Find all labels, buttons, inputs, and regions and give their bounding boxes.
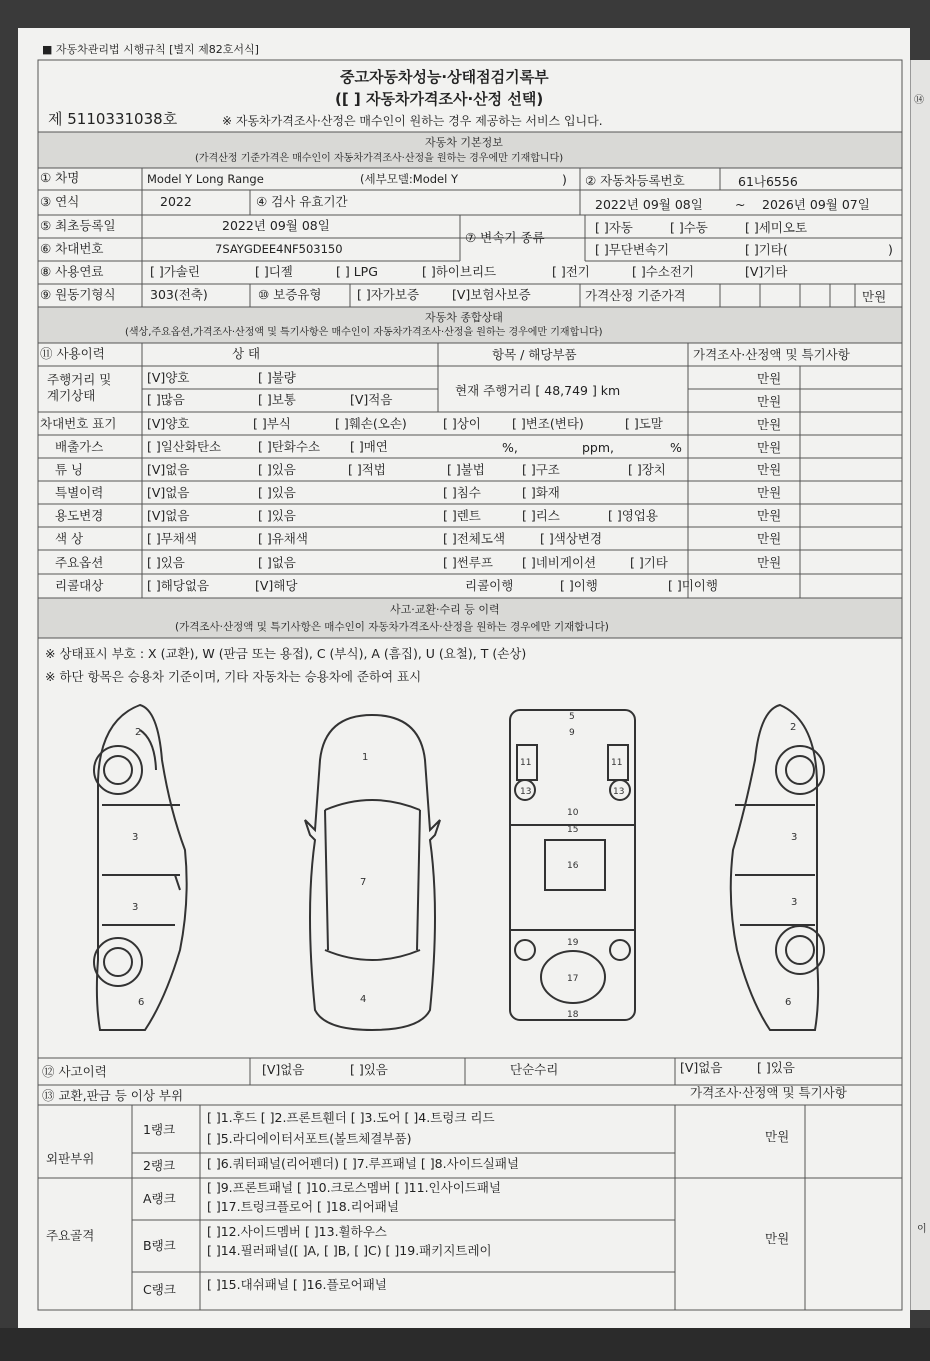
unit-manwon: 만원: [757, 485, 782, 500]
car-name-label: ① 차명: [40, 170, 80, 185]
detail-model: (세부모델:Model Y: [360, 172, 459, 186]
rank-b-line-2: [ ]14.필러패널([ ]A, [ ]B, [ ]C) [ ]19.패키지트레이: [207, 1243, 492, 1258]
parts-price-label: 가격조사·산정액 및 특기사항: [690, 1085, 847, 1100]
car-name: Model Y Long Range: [147, 172, 264, 186]
diagram-part-number: 3: [132, 902, 139, 913]
rank-b-line-1: [ ]12.사이드멤버 [ ]13.휠하우스: [207, 1224, 387, 1239]
diagram-part-number: 11: [520, 758, 532, 768]
col-status: 상 태: [232, 346, 261, 361]
recall-status: 리콜이행: [465, 578, 514, 593]
frame-diagram: [505, 705, 640, 1025]
mileage-few: [V]적음: [350, 392, 393, 407]
service-notice: ※ 자동차가격조사·산정은 매수인이 원하는 경우 제공하는 서비스 입니다.: [222, 114, 603, 128]
outer-panel-label: 외판부위: [46, 1151, 95, 1166]
unit-manwon: 만원: [757, 508, 782, 523]
diagram-part-number: 13: [520, 787, 532, 797]
rank-c-line-1: [ ]15.대쉬패널 [ ]16.플로어패널: [207, 1277, 387, 1292]
rank-c: C랭크: [143, 1282, 176, 1297]
color-chromatic: [ ]유채색: [258, 531, 308, 546]
unit-manwon: 만원: [757, 394, 782, 409]
accident-section-title: 사고·교환·수리 등 이력: [390, 603, 500, 616]
unit-manwon: 만원: [757, 531, 782, 546]
overall-section-title: 자동차 종합상태: [425, 311, 503, 324]
side-marker-2: 이: [917, 1224, 927, 1235]
first-reg: 2022년 09월 08일: [222, 218, 330, 233]
rank-a-line-1: [ ]9.프론트패널 [ ]10.크로스멤버 [ ]11.인사이드패널: [207, 1180, 502, 1195]
diagram-part-number: 18: [567, 1010, 579, 1020]
tuning-structure: [ ]구조: [522, 462, 560, 477]
accident-section-note: (가격조사·산정액 및 특기사항은 매수인이 자동차가격조사·산정을 원하는 경우에만 기재합니다): [175, 621, 609, 633]
first-reg-label: ⑤ 최초등록일: [40, 218, 116, 233]
diagram-part-number: 2: [135, 727, 142, 738]
purpose-none: [V]없음: [147, 508, 190, 523]
col-price: 가격조사·산정액 및 특기사항: [693, 347, 850, 362]
frame-price-unit: 만원: [765, 1231, 790, 1246]
engine-label: ⑨ 원동기형식: [40, 287, 116, 302]
vin-mark-opt: [ ]상이: [443, 416, 481, 431]
trans-auto: [ ]자동: [595, 220, 633, 235]
purpose-yes: [ ]있음: [258, 508, 296, 523]
detail-model-close: ): [562, 172, 567, 187]
rank-a-line-2: [ ]17.트렁크플로어 [ ]18.리어패널: [207, 1199, 399, 1214]
mileage-good: [V]양호: [147, 370, 190, 385]
purpose-rent: [ ]렌트: [443, 508, 481, 523]
left-side-car-diagram: [80, 700, 190, 1035]
option-sunroof: [ ]썬루프: [443, 555, 493, 570]
diagram-part-number: 6: [138, 997, 145, 1008]
mileage-value: 현재 주행거리 [ 48,749 ] km: [455, 383, 621, 398]
unit-manwon: 만원: [757, 440, 782, 455]
trans-cvt: [ ]무단변속기: [595, 242, 670, 257]
emission-opt: [ ]탄화수소: [258, 439, 321, 454]
rank-2-line-1: [ ]6.쿼터패널(리어펜더) [ ]7.루프패널 [ ]8.사이드실패널: [207, 1156, 520, 1171]
diagram-part-number: 5: [569, 712, 575, 722]
diagram-part-number: 1: [362, 752, 369, 763]
emission-unit: %,: [502, 440, 518, 455]
inspection-to: 2026년 09월 07일: [762, 197, 870, 212]
color-full-paint: [ ]전체도색: [443, 531, 506, 546]
price-base-unit: 만원: [862, 289, 887, 304]
simple-repair-label: 단순수리: [510, 1062, 559, 1077]
vin: 7SAYGDEE4NF503150: [215, 242, 343, 256]
mileage-label-2: 계기상태: [47, 388, 96, 403]
vin-mark-opt: [V]양호: [147, 416, 190, 431]
side-marker: ⑭: [914, 95, 924, 106]
status-legend: ※ 상태표시 부호 : X (교환), W (판금 또는 용접), C (부식), A (흠집), U (요철), T (손상): [45, 646, 527, 661]
right-side-car-diagram: [725, 700, 840, 1035]
year-label: ③ 연식: [40, 194, 80, 209]
warranty-insurance: [V]보험사보증: [452, 287, 531, 302]
color-achromatic: [ ]무채색: [147, 531, 197, 546]
unit-manwon: 만원: [757, 417, 782, 432]
basic-section-title: 자동차 기본정보: [425, 136, 503, 149]
diagram-part-number: 10: [567, 808, 579, 818]
recall-yes: [V]해당: [255, 578, 298, 593]
tuning-legal: [ ]적법: [348, 462, 386, 477]
purpose-business: [ ]영업용: [608, 508, 658, 523]
rank-1-line-2: [ ]5.라디에이터서포트(볼트체결부품): [207, 1131, 412, 1146]
special-yes: [ ]있음: [258, 485, 296, 500]
diagram-part-number: 4: [360, 994, 367, 1005]
diagram-part-number: 19: [567, 938, 579, 948]
reg-no: 61나6556: [738, 174, 798, 189]
mileage-normal: [ ]보통: [258, 392, 296, 407]
col-usage: ⑪ 사용이력: [40, 346, 105, 361]
outer-price-unit: 만원: [765, 1129, 790, 1144]
vin-mark-label: 차대번호 표기: [40, 416, 117, 431]
rank-b: B랭크: [143, 1238, 176, 1253]
warranty-label: ⑩ 보증유형: [258, 287, 322, 302]
simple-repair-yes: [ ]있음: [757, 1060, 795, 1075]
fuel-option: [ ] LPG: [336, 264, 378, 279]
inspection-tilde: ~: [735, 197, 746, 212]
diagram-part-number: 16: [567, 861, 579, 871]
mileage-label: 주행거리 및: [47, 372, 112, 387]
fuel-option: [ ]수소전기: [632, 264, 695, 279]
recall-done: [ ]이행: [560, 578, 598, 593]
mileage-many: [ ]많음: [147, 392, 185, 407]
parts-label: ⑬ 교환,판금 등 이상 부위: [42, 1088, 184, 1103]
form-title: 중고자동차성능·상태점검기록부: [340, 68, 549, 86]
special-flood: [ ]침수: [443, 485, 481, 500]
fuel-option: [ ]전기: [552, 264, 590, 279]
tuning-none: [V]없음: [147, 462, 190, 477]
price-base-label: 가격산정 기준가격: [585, 288, 686, 303]
diagram-part-number: 9: [569, 728, 575, 738]
unit-manwon: 만원: [757, 555, 782, 570]
accident-yes: [ ]있음: [350, 1062, 388, 1077]
top-view-car-diagram: [300, 710, 445, 1035]
unit-manwon: 만원: [757, 462, 782, 477]
fuel-label: ⑧ 사용연료: [40, 264, 104, 279]
vin-mark-opt: [ ]도말: [625, 416, 663, 431]
diagram-part-number: 7: [360, 877, 367, 888]
special-label: 특별이력: [55, 485, 104, 500]
overall-section-note: (색상,주요옵션,가격조사·산정액 및 특기사항은 매수인이 자동차가격조사·산정을 원하는 경우에만 기재합니다): [125, 327, 603, 338]
vin-mark-opt: [ ]변조(변타): [512, 416, 584, 431]
tuning-yes: [ ]있음: [258, 462, 296, 477]
diagram-part-number: 11: [611, 758, 623, 768]
simple-repair-none: [V]없음: [680, 1060, 723, 1075]
option-no: [ ]없음: [258, 555, 296, 570]
rank-1-line-1: [ ]1.후드 [ ]2.프론트휀더 [ ]3.도어 [ ]4.트렁크 리드: [207, 1110, 495, 1125]
special-fire: [ ]화재: [522, 485, 560, 500]
emission-unit: ppm,: [582, 440, 615, 455]
inspection-from: 2022년 09월 08일: [595, 197, 703, 212]
option-navigation: [ ]네비게이션: [522, 555, 597, 570]
vin-label: ⑥ 차대번호: [40, 241, 104, 256]
trans-semi: [ ]세미오토: [745, 220, 808, 235]
warranty-self: [ ]자가보증: [357, 287, 420, 302]
basic-section-note: (가격산정 기준가격은 매수인이 자동차가격조사·산정을 원하는 경우에만 기재합니다): [195, 153, 564, 164]
color-label: 색 상: [55, 531, 84, 546]
diagram-part-number: 3: [132, 832, 139, 843]
col-item: 항목 / 해당부품: [492, 347, 577, 362]
engine-type: 303(전축): [150, 287, 208, 302]
tuning-device: [ ]장치: [628, 462, 666, 477]
trans-etc: [ ]기타(: [745, 242, 788, 257]
rank-2: 2랭크: [143, 1158, 176, 1173]
transmission-label: ⑦ 변속기 종류: [465, 230, 545, 245]
inspection-label: ④ 검사 유효기간: [256, 194, 348, 209]
rank-a: A랭크: [143, 1191, 176, 1206]
diagram-part-number: 6: [785, 997, 792, 1008]
option-yes: [ ]있음: [147, 555, 185, 570]
mileage-bad: [ ]불량: [258, 370, 296, 385]
option-label: 주요옵션: [55, 555, 104, 570]
vin-mark-opt: [ ]부식: [253, 416, 291, 431]
emission-opt: [ ]매연: [350, 439, 388, 454]
vin-mark-opt: [ ]훼손(오손): [335, 416, 407, 431]
status-legend-2: ※ 하단 항목은 승용차 기준이며, 기타 자동차는 승용차에 준하여 표시: [45, 669, 422, 684]
purpose-label: 용도변경: [55, 508, 104, 523]
document-number: 제 5110331038호: [48, 110, 178, 128]
color-change: [ ]색상변경: [540, 531, 603, 546]
diagram-part-number: 15: [567, 825, 579, 835]
emission-label: 배출가스: [55, 439, 104, 454]
special-none: [V]없음: [147, 485, 190, 500]
year: 2022: [160, 194, 192, 209]
emission-opt: [ ]일산화탄소: [147, 439, 222, 454]
diagram-part-number: 2: [790, 722, 797, 733]
diagram-part-number: 13: [613, 787, 625, 797]
form-subtitle: ([ ] 자동차가격조사·산정 선택): [335, 90, 544, 108]
frame-label: 주요골격: [46, 1228, 95, 1243]
fuel-option: [ ]가솔린: [150, 264, 200, 279]
diagram-part-number: 17: [567, 974, 579, 984]
recall-na: [ ]해당없음: [147, 578, 210, 593]
rank-1: 1랭크: [143, 1122, 176, 1137]
purpose-lease: [ ]리스: [522, 508, 560, 523]
fuel-option: [ ]하이브리드: [422, 264, 497, 279]
accident-history-label: ⑫ 사고이력: [42, 1064, 107, 1079]
trans-etc-close: ): [888, 242, 893, 257]
emission-unit: %: [670, 440, 682, 455]
fuel-option: [V]기타: [745, 264, 788, 279]
recall-not-done: [ ]미이행: [668, 578, 718, 593]
unit-manwon: 만원: [757, 371, 782, 386]
trans-manual: [ ]수동: [670, 220, 708, 235]
accident-none: [V]없음: [262, 1062, 305, 1077]
diagram-part-number: 3: [791, 832, 798, 843]
diagram-part-number: 3: [791, 897, 798, 908]
recall-label: 리콜대상: [55, 578, 104, 593]
fuel-option: [ ]디젤: [255, 264, 293, 279]
form-reference: ■ 자동차관리법 시행규칙 [별지 제82호서식]: [42, 43, 259, 56]
reg-no-label: ② 자동차등록번호: [585, 173, 685, 188]
tuning-illegal: [ ]불법: [447, 462, 485, 477]
option-etc: [ ]기타: [630, 555, 668, 570]
tuning-label: 튜 닝: [55, 462, 84, 477]
